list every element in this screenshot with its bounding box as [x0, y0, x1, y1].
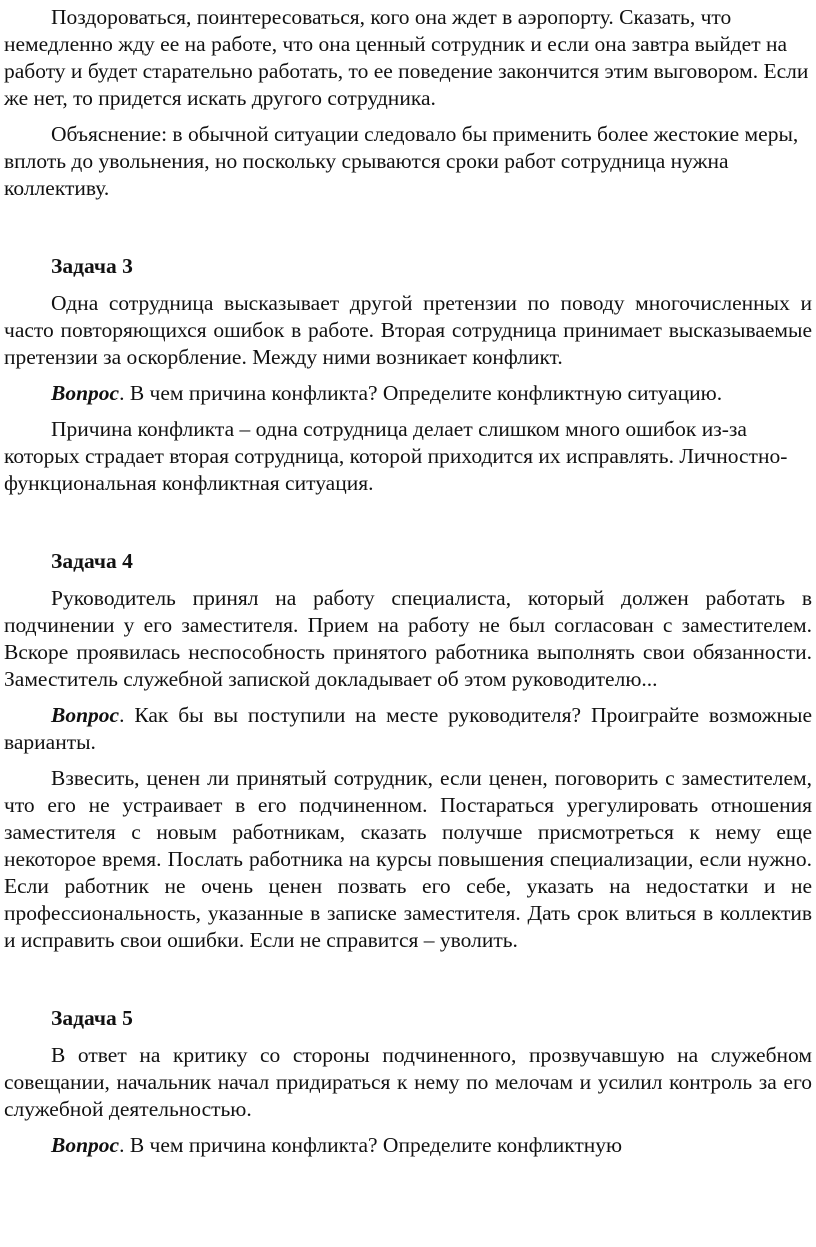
intro-paragraph-1: Поздороваться, поинтересоваться, кого она ждет в аэропорту. Сказать, что немедленно жду ее на работе, что она ценный сотрудник и если она завтра выйдет на работу и будет старательно работать, то ее поведение закончится этим выговором. Если же нет, то придется искать другого сотрудника.: [4, 5, 809, 110]
intro-paragraph-2: Объяснение: в обычной ситуации следовало бы применить более жестокие меры, вплоть до увольнения, но поскольку срываются сроки работ сотрудница нужна коллективу.: [4, 122, 799, 200]
task-3-heading: Задача 3: [51, 254, 133, 278]
task-5-text: В ответ на критику со стороны подчиненного, прозвучавшую на служебном совещании, начальник начал придираться к нему по мелочам и усилил контроль за его служебной деятельностью.: [4, 1043, 812, 1121]
question-label: Вопрос: [51, 381, 120, 405]
task-5-heading: Задача 5: [51, 1006, 133, 1030]
task-4-answer: Взвесить, ценен ли принятый сотрудник, если ценен, поговорить с заместителем, что его не устраивает в его подчиненном. Постараться урегулировать отношения заместителя с новым работникам, сказать получше присмотреться к нему еще некоторое время. Послать работника на курсы повышения специализации, если нужно. Если работник не очень ценен позвать его себе, указать на недостатки и не профессиональность, указанные в записке заместителя. Дать срок влиться в коллектив и исправить свои ошибки. Если не справится – уволить.: [4, 766, 812, 952]
question-label: Вопрос: [51, 703, 120, 727]
question-label: Вопрос: [51, 1133, 120, 1157]
task-3-text: Одна сотрудница высказывает другой претензии по поводу многочисленных и часто повторяющихся ошибок в работе. Вторая сотрудница принимает высказываемые претензии за оскорбление. Между ними возникает конфликт.: [4, 291, 812, 369]
task-4-text: Руководитель принял на работу специалиста, который должен работать в подчинении у его заместителя. Прием на работу не был согласован с заместителем. Вскоре проявилась неспособность принятого работника выполнять свои обязанности. Заместитель служебной запиской докладывает об этом руководителю...: [4, 586, 812, 691]
task-5-question: [4, 1132, 812, 1159]
task-4-heading: Задача 4: [51, 549, 133, 573]
task-4-question: [4, 702, 812, 756]
question-text: . Как бы вы поступили на месте руководителя? Проиграйте возможные варианты.: [4, 703, 812, 754]
question-text: . В чем причина конфликта? Определите конфликтную ситуацию.: [119, 381, 723, 405]
task-3-answer: Причина конфликта – одна сотрудница делает слишком много ошибок из-за которых страдает вторая сотрудница, которой приходится их исправлять. Личностно-функциональная конфликтная ситуация.: [4, 417, 788, 495]
task-3-question: [4, 380, 812, 407]
question-text: . В чем причина конфликта? Определите конфликтную: [119, 1133, 623, 1157]
